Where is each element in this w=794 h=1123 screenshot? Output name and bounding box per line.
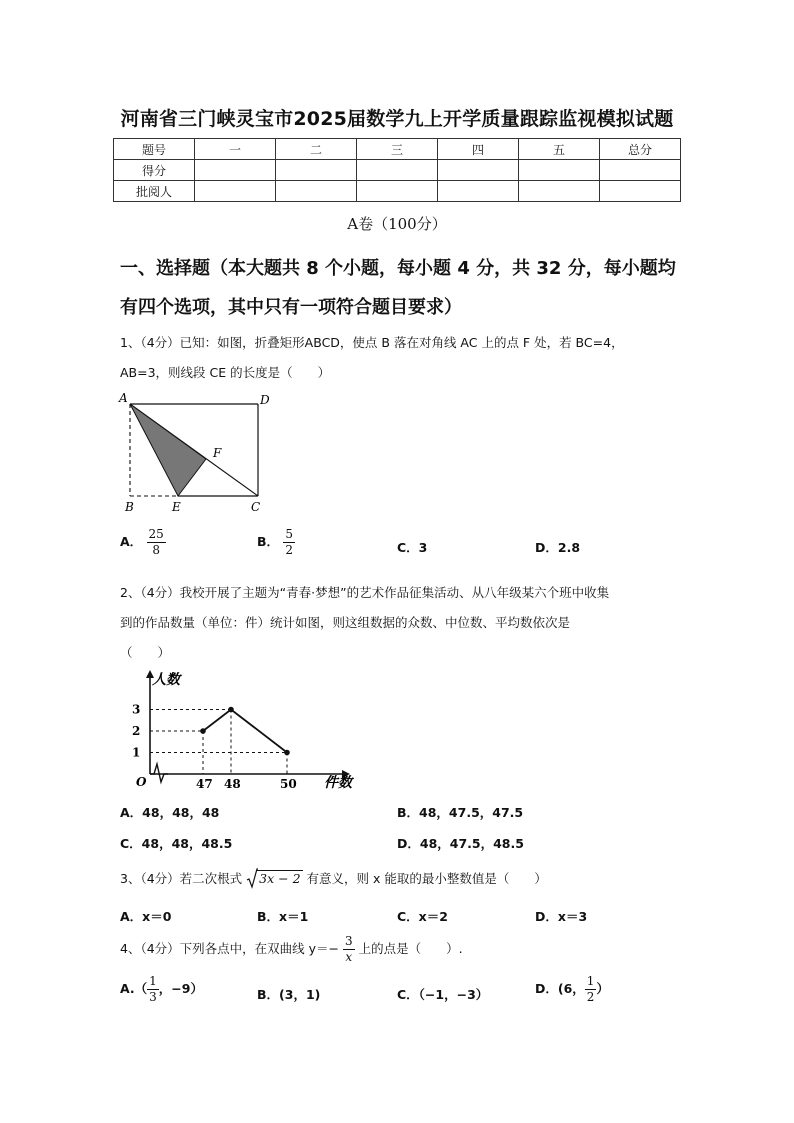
row-label: 批阅人 bbox=[114, 181, 195, 202]
section1-heading-line2: 有四个选项，其中只有一项符合题目要求） bbox=[120, 297, 462, 318]
label-b: B bbox=[125, 500, 134, 514]
q3-text bbox=[120, 870, 547, 888]
fraction bbox=[283, 527, 295, 558]
header-cell: 五 bbox=[519, 139, 600, 160]
header-cell: 二 bbox=[276, 139, 357, 160]
data-point bbox=[228, 707, 234, 713]
q2-text-line2: 到的作品数量（单位：件）统计如图，则这组数据的众数、中位数、平均数依次是 bbox=[120, 615, 571, 630]
option-a-open: A.（ bbox=[120, 981, 148, 996]
q3-after: 有意义，则 x 能取的最小整数值是（ ） bbox=[306, 871, 547, 886]
q1-option-d[interactable]: D．2.8 bbox=[535, 540, 581, 555]
grader-cell[interactable] bbox=[600, 181, 681, 202]
label-d: D bbox=[260, 393, 270, 407]
q4-option-a[interactable] bbox=[120, 974, 203, 1005]
y-tick-label: 3 bbox=[132, 702, 141, 717]
grader-cell[interactable] bbox=[276, 181, 357, 202]
q1-option-c[interactable]: C．3 bbox=[397, 540, 428, 555]
label-a: A bbox=[119, 391, 128, 405]
q3-option-b[interactable]: B．x＝1 bbox=[257, 909, 309, 924]
q3-option-d[interactable]: D．x＝3 bbox=[535, 909, 588, 924]
label-f: F bbox=[213, 446, 222, 460]
score-cell[interactable] bbox=[600, 160, 681, 181]
denominator: x bbox=[345, 950, 353, 964]
grader-cell[interactable] bbox=[195, 181, 276, 202]
header-cell: 四 bbox=[438, 139, 519, 160]
score-row bbox=[114, 160, 681, 181]
sqrt-expression bbox=[246, 870, 302, 888]
score-cell[interactable] bbox=[357, 160, 438, 181]
grader-cell[interactable] bbox=[438, 181, 519, 202]
q3-before: 3、（4分）若二次根式 bbox=[120, 871, 243, 886]
score-table bbox=[113, 138, 681, 202]
fraction bbox=[343, 934, 355, 965]
row-label: 得分 bbox=[114, 160, 195, 181]
grader-row bbox=[114, 181, 681, 202]
denominator: 2 bbox=[586, 990, 595, 1004]
header-cell: 总分 bbox=[600, 139, 681, 160]
header-cell: 题号 bbox=[114, 139, 195, 160]
q4-option-c[interactable]: C．（−1，−3） bbox=[397, 987, 489, 1002]
axis-break bbox=[150, 764, 168, 782]
numerator: 1 bbox=[586, 974, 595, 988]
score-cell[interactable] bbox=[438, 160, 519, 181]
radical-sign bbox=[246, 868, 258, 890]
score-cell[interactable] bbox=[519, 160, 600, 181]
exam-title: 河南省三门峡灵宝市2025届数学九上开学质量跟踪监视模拟试题 bbox=[120, 108, 674, 130]
q1-figure bbox=[118, 390, 278, 516]
numerator: 5 bbox=[285, 527, 294, 541]
grader-cell[interactable] bbox=[357, 181, 438, 202]
q4-option-d[interactable] bbox=[535, 974, 609, 1005]
q4-before: 4、（4分）下列各点中，在双曲线 y＝− bbox=[120, 941, 340, 956]
y-tick-label: 1 bbox=[132, 745, 141, 760]
q2-option-a[interactable]: A．48，48，48 bbox=[120, 805, 220, 820]
q3-option-a[interactable]: A．x＝0 bbox=[120, 909, 172, 924]
fraction bbox=[147, 527, 166, 558]
section1-heading-line1: 一、选择题（本大题共 8 个小题，每小题 4 分，共 32 分，每小题均 bbox=[120, 258, 676, 279]
option-d-open: D．(6， bbox=[535, 981, 585, 996]
option-a-rest: ，−9） bbox=[158, 981, 203, 996]
label-c: C bbox=[251, 500, 261, 514]
denominator: 2 bbox=[285, 543, 294, 557]
x-axis-label: 件数 bbox=[324, 775, 352, 791]
score-cell[interactable] bbox=[195, 160, 276, 181]
denominator: 3 bbox=[149, 990, 157, 1004]
option-a-prefix: A． bbox=[120, 534, 143, 549]
grader-cell[interactable] bbox=[519, 181, 600, 202]
series-line bbox=[203, 710, 287, 753]
section-a-heading: A卷（100分） bbox=[347, 215, 447, 233]
label-e: E bbox=[172, 500, 181, 514]
q4-option-b[interactable]: B．(3，1) bbox=[257, 987, 321, 1002]
score-cell[interactable] bbox=[276, 160, 357, 181]
x-tick-label: 48 bbox=[224, 777, 241, 791]
header-cell: 三 bbox=[357, 139, 438, 160]
option-b-prefix: B． bbox=[257, 534, 280, 549]
y-tick-label: 2 bbox=[132, 724, 141, 738]
q1-option-b[interactable] bbox=[257, 527, 295, 558]
fraction bbox=[585, 974, 597, 1005]
data-point bbox=[284, 750, 290, 756]
fraction bbox=[147, 974, 159, 1005]
q2-option-c[interactable]: C．48，48，48.5 bbox=[120, 836, 233, 851]
x-tick-label: 47 bbox=[196, 777, 213, 791]
q2-line-chart bbox=[118, 668, 368, 794]
numerator: 3 bbox=[345, 934, 353, 948]
q4-text bbox=[120, 934, 463, 965]
option-d-close: ） bbox=[596, 981, 609, 996]
denominator: 8 bbox=[152, 543, 160, 557]
data-point bbox=[200, 728, 206, 734]
q2-option-d[interactable]: D．48，47.5，48.5 bbox=[397, 836, 524, 851]
q1-text-line1: 1、（4分）已知：如图，折叠矩形ABCD，使点 B 落在对角线 AC 上的点 F 处，若 BC=4， bbox=[120, 335, 624, 350]
q4-after: 上的点是（ ）. bbox=[358, 941, 463, 956]
numerator: 1 bbox=[149, 974, 157, 988]
q3-option-c[interactable]: C．x＝2 bbox=[397, 909, 448, 924]
origin-label: O bbox=[136, 775, 147, 789]
header-cell: 一 bbox=[195, 139, 276, 160]
q2-option-b[interactable]: B．48，47.5，47.5 bbox=[397, 805, 524, 820]
q2-text-line3: （ ） bbox=[120, 645, 171, 660]
radicand: 3x − 2 bbox=[259, 871, 301, 886]
q1-text-line2: AB=3，则线段 CE 的长度是（ ） bbox=[120, 365, 331, 380]
numerator: 25 bbox=[148, 527, 164, 541]
y-axis-label: 人数 bbox=[152, 672, 180, 688]
score-header-row bbox=[114, 139, 681, 160]
q1-option-a[interactable] bbox=[120, 527, 166, 558]
x-tick-label: 50 bbox=[280, 777, 297, 791]
q2-text-line1: 2、（4分）我校开展了主题为“青春·梦想”的艺术作品征集活动、从八年级某六个班中收集 bbox=[120, 585, 610, 600]
